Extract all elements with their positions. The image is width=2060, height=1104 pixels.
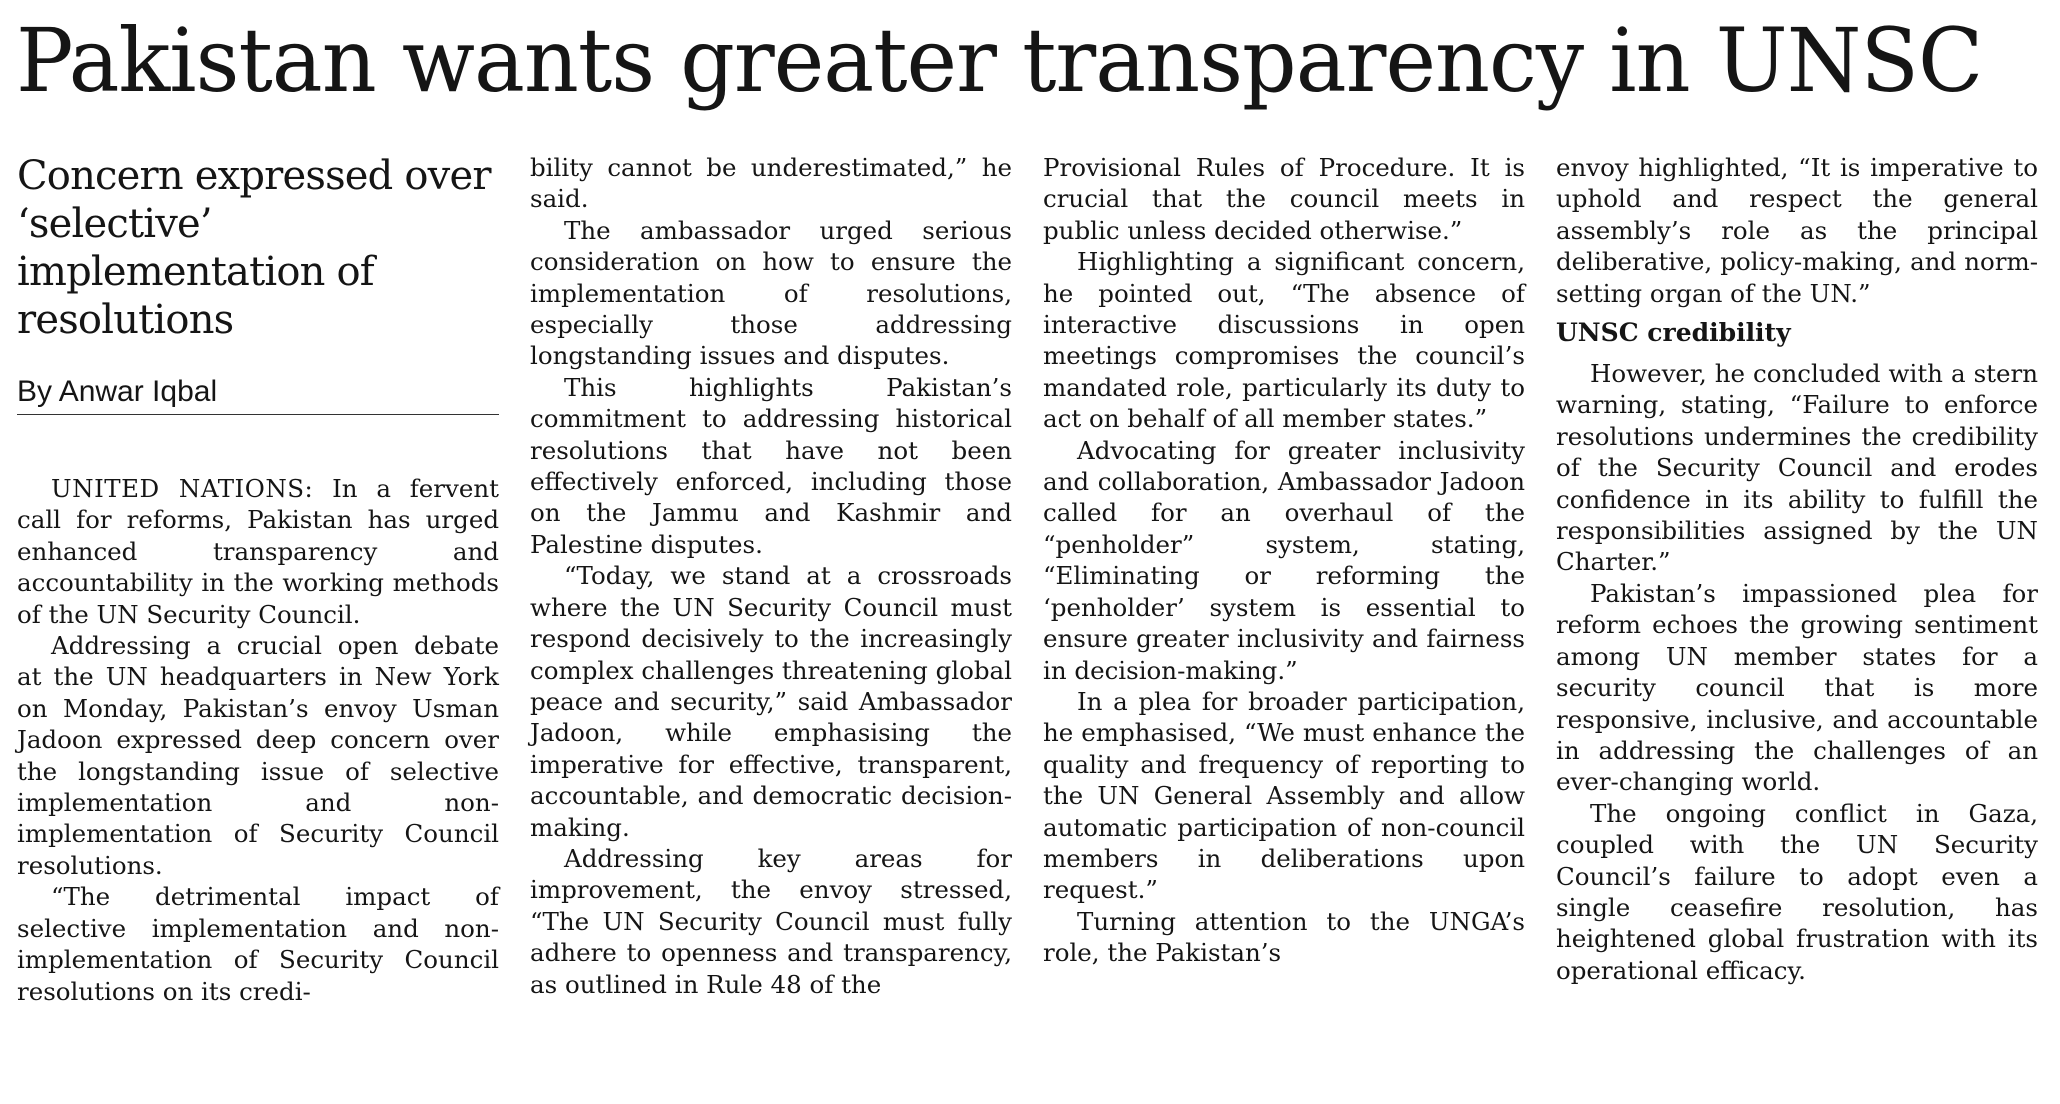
paragraph: The ongoing conflict in Gaza, coupled with the UN Security Council’s failure to adopt even a single ceasefire resolution, has heightened global frustration with its operational efficacy. [1556, 798, 2038, 985]
paragraph-text: In a fervent call for reforms, Pakistan has urged enhanced transparency and accountability in the working methods of the UN Security Council. [17, 474, 499, 629]
paragraph: bility cannot be underestimated,” he said. [530, 153, 1012, 214]
deck: Concern expressed over ‘selective’ implementation of resolutions [17, 153, 491, 343]
paragraph: Provisional Rules of Procedure. It is crucial that the council meets in public unless decided otherwise.” [1043, 153, 1525, 245]
byline: By Anwar Iqbal [17, 374, 499, 415]
paragraph: However, he concluded with a stern warning, stating, “Failure to enforce resolutions undermines the credibility of the Security Council and erodes confidence in its ability to fulfill the responsibilities assigned by the UN Charter.” [1556, 359, 2038, 577]
subhead: UNSC credibility [1556, 318, 1791, 348]
paragraph: Addressing key areas for improvement, the envoy stressed, “The UN Security Council must fully adhere to openness and transparency, as outlined in Rule 48 of the [530, 843, 1012, 999]
paragraph [17, 473, 499, 630]
headline: Pakistan wants greater transparency in UNSC [16, 9, 1983, 112]
paragraph: Highlighting a significant concern, he pointed out, “The absence of interactive discussions in open meetings compromises the council’s mandated role, particularly its duty to act on behalf of all member states.” [1043, 247, 1525, 434]
paragraph: Addressing a crucial open debate at the UN headquarters in New York on Monday, Pakistan’s envoy Usman Jadoon expressed deep concern over the longstanding issue of selective implementation and non-implementation of Security Council resolutions. [17, 631, 499, 880]
column-1 [17, 152, 499, 1007]
paragraph: Turning attention to the UNGA’s role, the Pakistan’s [1043, 906, 1525, 968]
paragraph: The ambassador urged serious consideration on how to ensure the implementation of resolutions, especially those addressing longstanding issues and disputes. [530, 215, 1012, 371]
paragraph: In a plea for broader participation, he emphasised, “We must enhance the quality and frequency of reporting to the UN General Assembly and allow automatic participation of non-council members in deliberations upon request.” [1043, 686, 1525, 905]
paragraph: “The detrimental impact of selective implementation and non-implementation of Security Council resolutions on its credi- [17, 882, 499, 1006]
column-3 [1043, 152, 1525, 969]
column-4 [1556, 152, 2038, 986]
paragraph: envoy highlighted, “It is imperative to uphold and respect the general assembly’s role as the principal deliberative, policy-making, and norm-setting organ of the UN.” [1556, 153, 2038, 308]
paragraph: “Today, we stand at a crossroads where the UN Security Council must respond decisively to the increasingly complex challenges threatening global peace and security,” said Ambassador Jadoon, while emphasising the imperative for effective, transparent, accountable, and democratic decision-making. [530, 561, 1012, 842]
paragraph: Pakistan’s impassioned plea for reform echoes the growing sentiment among UN member states for a security council that is more responsive, inclusive, and accountable in addressing the challenges of an ever-changing world. [1556, 578, 2038, 797]
dateline: UNITED NATIONS: [51, 474, 314, 503]
spacer [17, 415, 499, 473]
paragraph: Advocating for greater inclusivity and collaboration, Ambassador Jadoon called for an overhaul of the “penholder” system, stating, “Eliminating or reforming the ‘penholder’ system is essential to ensure greater inclusivity and fairness in decision-making.” [1043, 435, 1525, 685]
column-2 [530, 152, 1012, 1000]
paragraph: This highlights Pakistan’s commitment to addressing historical resolutions that have not been effectively enforced, including those on the Jammu and Kashmir and Palestine disputes. [530, 372, 1012, 559]
